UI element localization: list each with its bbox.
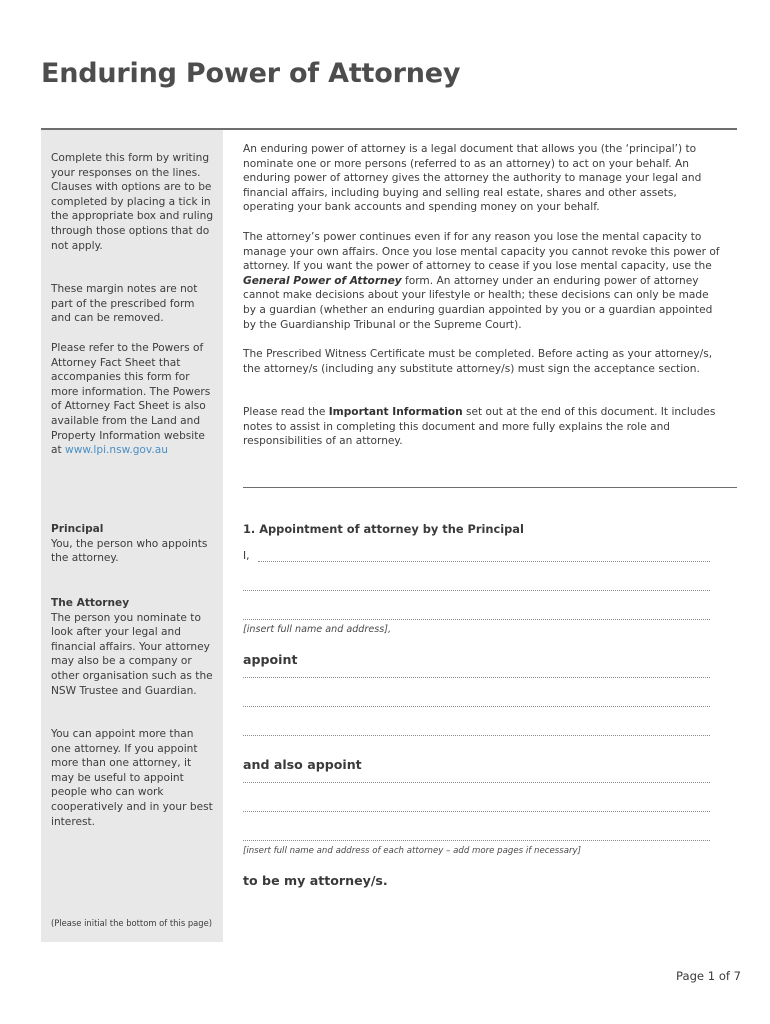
section-1-heading: 1. Appointment of attorney by the Principal	[243, 522, 524, 536]
fact-sheet-note	[51, 341, 215, 458]
principal-name-hint: [insert full name and address],	[243, 624, 392, 635]
intro-paragraph-4	[243, 405, 721, 449]
additional-attorney-line-2[interactable]	[243, 811, 710, 812]
important-information-emphasis: Important Information	[328, 406, 463, 418]
intro-p4-before: Please read the	[243, 406, 329, 418]
principal-name-line-1[interactable]	[258, 561, 710, 562]
website-link[interactable]: www.lpi.nsw.gov.au	[65, 444, 168, 457]
initial-note: (Please initial the bottom of this page)	[51, 918, 213, 928]
principal-heading: Principal	[51, 523, 104, 535]
closing-statement: to be my attorney/s.	[243, 873, 388, 888]
principal-name-line-2[interactable]	[243, 590, 710, 591]
principal-note	[51, 522, 215, 566]
principal-name-line-3[interactable]	[243, 619, 710, 620]
additional-attorney-line-1[interactable]	[243, 782, 710, 783]
intro-p4-after: set out at the end of this document. It includes notes to assist in completing this document and more fully explains the role and responsibilities of an attorney.	[243, 406, 716, 448]
intro-paragraph-3: The Prescribed Witness Certificate must be completed. Before acting as your attorney/s, the attorney/s (including any substitute attorney/s) must sign the acceptance section.	[243, 348, 713, 375]
page-title: Enduring Power of Attorney	[41, 58, 461, 89]
intro-paragraph-2	[243, 230, 721, 332]
attorney-heading: The Attorney	[51, 597, 130, 609]
fact-sheet-text: Please refer to the Powers of Attorney Fact Sheet that accompanies this form for more information. The Powers of Attorney Fact Sheet is also available from the Land and Property Information website at	[51, 342, 211, 457]
attorney-line-1[interactable]	[243, 677, 710, 678]
multiple-attorneys-note: You can appoint more than one attorney. If you appoint more than one attorney, it may be useful to appoint people who can work cooperatively and in your best interest.	[51, 728, 213, 828]
instructions-note: Complete this form by writing your responses on the lines. Clauses with options are to be completed by placing a tick in the appropriate box and ruling through those options that do not apply.	[51, 152, 214, 252]
general-power-of-attorney-emphasis: General Power of Attorney	[243, 274, 402, 287]
intro-p2-after: form. An attorney under an enduring power of attorney cannot make decisions about your lifestyle or health; these decisions can only be made by a guardian (whether an enduring guardian appointed by you or a guardian appointed by the Guardianship Tribunal or the Supreme Court).	[243, 274, 713, 331]
page-number: Page 1 of 7	[676, 969, 742, 983]
margin-notes-note: These margin notes are not part of the prescribed form and can be removed.	[51, 283, 198, 325]
attorney-text: The person you nominate to look after your legal and financial affairs. Your attorney may also be a company or other organisation such as the NSW Trustee and Guardian.	[51, 611, 213, 697]
attorney-note	[51, 596, 215, 698]
additional-attorney-line-3[interactable]	[243, 840, 710, 841]
principal-text: You, the person who appoints the attorney.	[51, 537, 208, 565]
also-appoint-label: and also appoint	[243, 757, 362, 772]
attorney-line-3[interactable]	[243, 735, 710, 736]
attorney-details-hint: [insert full name and address of each attorney – add more pages if necessary]	[243, 846, 581, 856]
principal-i-label: I,	[243, 550, 250, 562]
attorney-line-2[interactable]	[243, 706, 710, 707]
intro-p2-before: The attorney’s power continues even if for any reason you lose the mental capacity to manage your own affairs. Once you lose mental capacity you cannot revoke this power of attorney. If you want the power of attorney to cease if you lose mental capacity, use the	[243, 231, 720, 273]
section-divider	[243, 487, 737, 488]
intro-paragraph-1: An enduring power of attorney is a legal document that allows you (the ‘principal’) to nominate one or more persons (referred to as an attorney) to act on your behalf. An enduring power of attorney gives the attorney the authority to manage your legal and financial affairs, including buying and selling real estate, shares and other assets, operating your bank accounts and spending money on your behalf.	[243, 143, 702, 214]
appoint-label: appoint	[243, 652, 298, 667]
